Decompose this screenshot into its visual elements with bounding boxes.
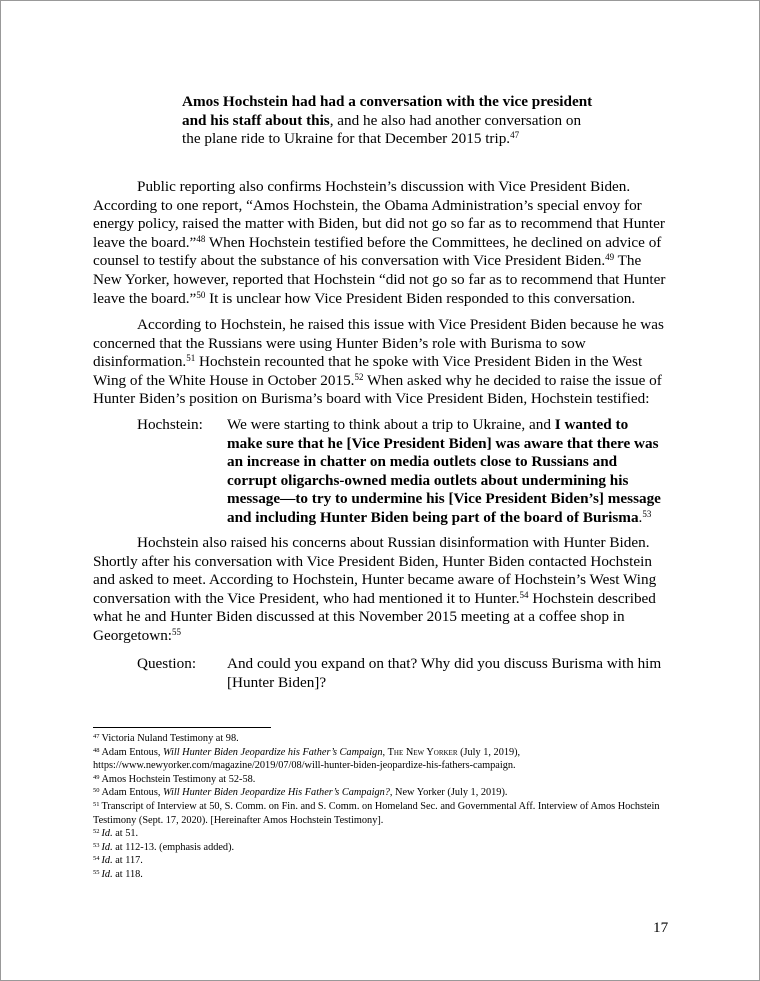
page-number: 17 [653,919,669,936]
footnote-ref: 53 [642,508,652,519]
testimony-quote [227,416,667,528]
footnote-51 [93,800,693,827]
footnote-text: Amos Hochstein Testimony at 52-58. [101,773,256,785]
emphasized-quote-text: I wanted to make sure that he [Vice President Biden] was aware that there was an increase in chatter on media outlets close to Russians and corrupt oligarchs-owned media outlets about undermining his message—to try to undermine his [Vice President Biden’s] message and including Hunter Biden being part of the board of Burisma [227,416,661,526]
footnote-number: 52 [93,828,100,836]
footnote-text: Will Hunter Biden Jeopardize his Father’s Campaign [163,746,383,758]
footnote-text: (July 1, 2019), https://www.newyorker.com/magazine/2019/07/08/will-hunter-biden-jeopardize-his-fathers-campaign. [93,746,521,772]
paragraph-text: It is unclear how Vice President Biden responded to this conversation. [205,289,636,307]
footnote-52 [93,827,693,841]
footnote-separator [93,727,271,728]
footnote-ref: 50 [196,289,206,300]
paragraph-text: Hochstein described what he and Hunter Biden discussed at this November 2015 meeting at a coffee shop in Georgetown: [93,589,656,644]
footnote-text: Adam Entous, [101,787,163,799]
paragraph-text: According to Hochstein, he raised this issue with Vice President Biden because he was concerned that the Russians were using Hunter Biden’s role with Burisma to sow disinformation. [93,316,664,371]
paragraph-text: When Hochstein testified before the Committees, he declined on advice of counsel to testify about the substance of his conversation with Vice President Biden. [93,233,662,270]
speaker-label: Hochstein: [137,416,203,433]
footnote-text: at 112-13. (emphasis added). [112,841,235,853]
footnote-54 [93,854,693,868]
footnotes [93,732,693,882]
footnote-text: Id. [101,855,113,867]
footnote-text: , [382,746,388,758]
block-quote-continuation [182,93,602,149]
footnote-ref: 51 [186,353,196,364]
footnote-number: 54 [93,855,100,863]
footnote-text: , New Yorker (July 1, 2019). [389,787,508,799]
speaker-label: Question: [137,655,197,672]
footnote-text: Transcript of Interview at 50, S. Comm. on Fin. and S. Comm. on Homeland Sec. and Governmental Aff. Interview of Amos Hochstein Testimony (Sept. 17, 2020). [Hereinafter Amos Hochstein Testimony]. [93,800,660,826]
footnote-49 [93,773,693,787]
footnote-number: 49 [93,773,100,781]
footnote-53 [93,841,693,855]
footnote-ref: 48 [196,233,206,244]
footnote-number: 47 [93,733,100,740]
footnote-47 [93,732,693,746]
footnote-number: 53 [93,841,100,849]
emphasized-quote-text: Amos Hochstein had had a conversation with the vice president and his staff about this [182,93,593,129]
footnote-text: Id. [101,868,113,880]
footnote-text: Adam Entous, [101,746,163,758]
footnote-text: at 118. [112,868,143,880]
footnote-text: Will Hunter Biden Jeopardize His Father’s Campaign? [163,787,390,799]
footnote-number: 48 [93,746,100,754]
footnote-number: 55 [93,868,100,876]
footnote-text: Id. [101,828,113,840]
paragraph-according-to-hochstein [93,316,673,409]
paragraph-text: Hochstein also raised his concerns about Russian disinformation with Hunter Biden. Shortly after his conversation with Vice President Biden, Hunter Biden contacted Hochstein and asked to meet. According to Hochstein, Hunter became aware of Hochstein’s West Wing conversation with the Vice President, who had mentioned it to Hunter. [93,534,657,607]
footnote-50 [93,786,693,800]
footnote-ref: 52 [354,371,364,382]
paragraph-text: Hochstein recounted that he spoke with Vice President Biden in the West Wing of the White House in October 2015. [93,353,643,389]
footnote-ref: 55 [172,626,182,637]
footnote-text: Id. [101,841,113,853]
paragraph-text: The New Yorker, however, reported that Hochstein “did not go so far as to recommend that Hunter leave the board.” [93,252,666,307]
footnote-text: Victoria Nuland Testimony at 98. [101,733,239,744]
testimony-quote: And could you expand on that? Why did you discuss Burisma with him [Hunter Biden]? [227,655,662,691]
quote-text: , and he also had another conversation on the plane ride to Ukraine for that December 2015 trip. [182,111,582,148]
paragraph-public-reporting [93,178,673,308]
paragraph-text: Public reporting also confirms Hochstein’s discussion with Vice President Biden. According to one report, “Amos Hochstein, the Obama Administration’s special envoy for energy policy, raised the matter with Biden, but did not go so far as to recommend that Hunter leave the board.” [93,178,665,251]
footnote-48 [93,746,693,773]
footnote-ref: 49 [605,252,615,263]
paragraph-text: When asked why he decided to raise the issue of Hunter Biden’s position on Burisma’s board with Vice President Biden, Hochstein testified: [93,371,662,408]
footnote-number: 50 [93,787,100,795]
footnote-text: at 51. [112,828,139,840]
quote-text: . [638,508,643,526]
footnote-ref: 47 [510,130,520,141]
footnote-55 [93,868,693,882]
footnote-number: 51 [93,800,100,808]
quote-text: We were starting to think about a trip to Ukraine, and [227,416,555,433]
footnote-text: at 117. [112,855,143,867]
footnote-ref: 54 [519,589,529,600]
footnote-text: The New Yorker [387,746,458,758]
paragraph-russian-disinformation [93,534,673,646]
